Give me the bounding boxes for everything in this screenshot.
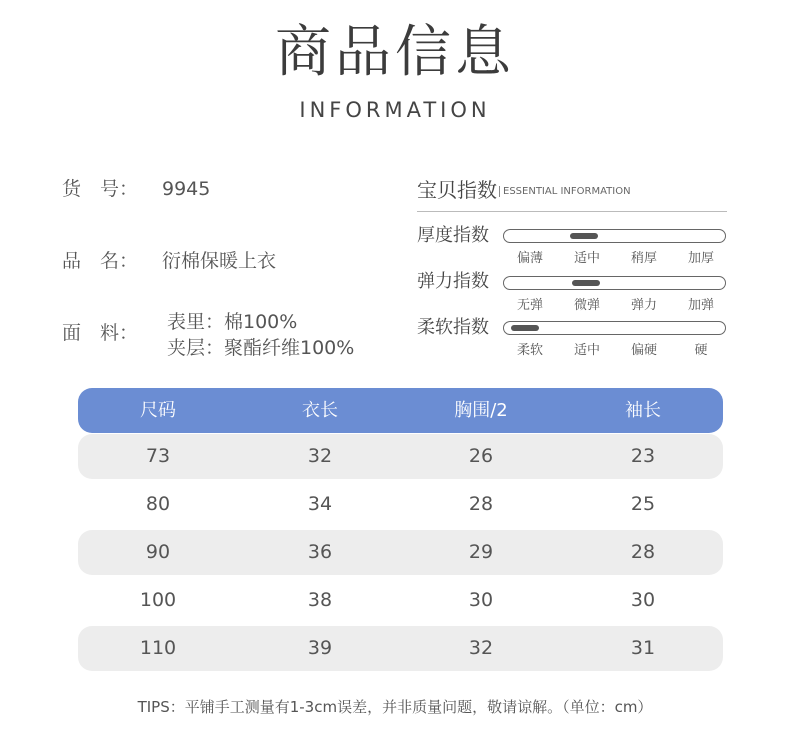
material-label: 面 料：: [62, 322, 139, 344]
thickness-index-scale: [503, 229, 726, 243]
table-cell: 32: [307, 445, 333, 467]
table-cell: 30: [630, 589, 656, 611]
page-title: 商品信息: [275, 20, 515, 85]
elasticity-index-scale: [503, 276, 726, 290]
thickness-tick: 适中: [573, 251, 600, 266]
material-row: [62, 320, 162, 346]
table-row: [78, 434, 723, 479]
table-cell: 38: [307, 589, 333, 611]
thickness-index-marker: [570, 233, 598, 239]
material-line-filling: 夹层：聚酯纤维100%: [167, 337, 355, 359]
header-chest: 胸围/2: [454, 400, 508, 421]
table-row: [78, 578, 723, 623]
softness-tick: 偏硬: [630, 343, 657, 358]
item-number-row: [62, 176, 210, 202]
index-header: [417, 176, 631, 206]
table-cell: 90: [145, 541, 171, 563]
softness-tick: 适中: [573, 343, 600, 358]
thickness-tick: 偏薄: [516, 251, 543, 266]
measurement-tips: TIPS：平铺手工测量有1-3cm误差，并非质量问题，敬请谅解。（单位：cm）: [137, 698, 653, 716]
softness-index-label: 柔软指数: [417, 317, 489, 338]
table-cell: 28: [468, 493, 494, 515]
elasticity-tick: 微弹: [573, 298, 600, 313]
table-cell: 39: [307, 637, 333, 659]
softness-tick: 柔软: [516, 343, 543, 358]
table-cell: 29: [468, 541, 494, 563]
thickness-index-label: 厚度指数: [417, 225, 489, 246]
item-number-label: 货 号：: [62, 178, 139, 200]
header-sleeve: 袖长: [625, 400, 661, 421]
index-subtitle: ESSENTIAL INFORMATION: [499, 186, 631, 197]
page-subtitle: INFORMATION: [299, 98, 491, 122]
table-cell: 30: [468, 589, 494, 611]
header-length: 衣长: [302, 400, 338, 421]
table-cell: 73: [145, 445, 171, 467]
table-row: [78, 482, 723, 527]
table-cell: 25: [630, 493, 656, 515]
thickness-tick: 稍厚: [630, 251, 657, 266]
elasticity-index-marker: [572, 280, 600, 286]
table-cell: 28: [630, 541, 656, 563]
table-cell: 110: [139, 637, 177, 659]
material-line-outer: 表里：棉100%: [167, 311, 298, 333]
softness-tick: 硬: [694, 343, 708, 358]
softness-index-marker: [511, 325, 539, 331]
elasticity-index-label: 弹力指数: [417, 271, 489, 292]
index-title: 宝贝指数: [417, 178, 497, 202]
thickness-tick: 加厚: [687, 251, 714, 266]
index-divider: [417, 211, 727, 212]
table-cell: 23: [630, 445, 656, 467]
header-size: 尺码: [140, 400, 176, 421]
product-name-label: 品 名：: [62, 250, 139, 272]
table-cell: 32: [468, 637, 494, 659]
table-cell: 36: [307, 541, 333, 563]
product-name-value: 衍棉保暖上衣: [162, 250, 277, 272]
table-cell: 31: [630, 637, 656, 659]
table-cell: 80: [145, 493, 171, 515]
elasticity-tick: 弹力: [630, 298, 657, 313]
table-cell: 100: [139, 589, 177, 611]
table-row: [78, 530, 723, 575]
elasticity-tick: 加弹: [687, 298, 714, 313]
softness-index-scale: [503, 321, 726, 335]
table-row: [78, 626, 723, 671]
elasticity-tick: 无弹: [516, 298, 543, 313]
size-table-header: [78, 388, 723, 433]
product-name-row: [62, 248, 276, 274]
item-number-value: 9945: [162, 178, 211, 200]
table-cell: 34: [307, 493, 333, 515]
table-cell: 26: [468, 445, 494, 467]
